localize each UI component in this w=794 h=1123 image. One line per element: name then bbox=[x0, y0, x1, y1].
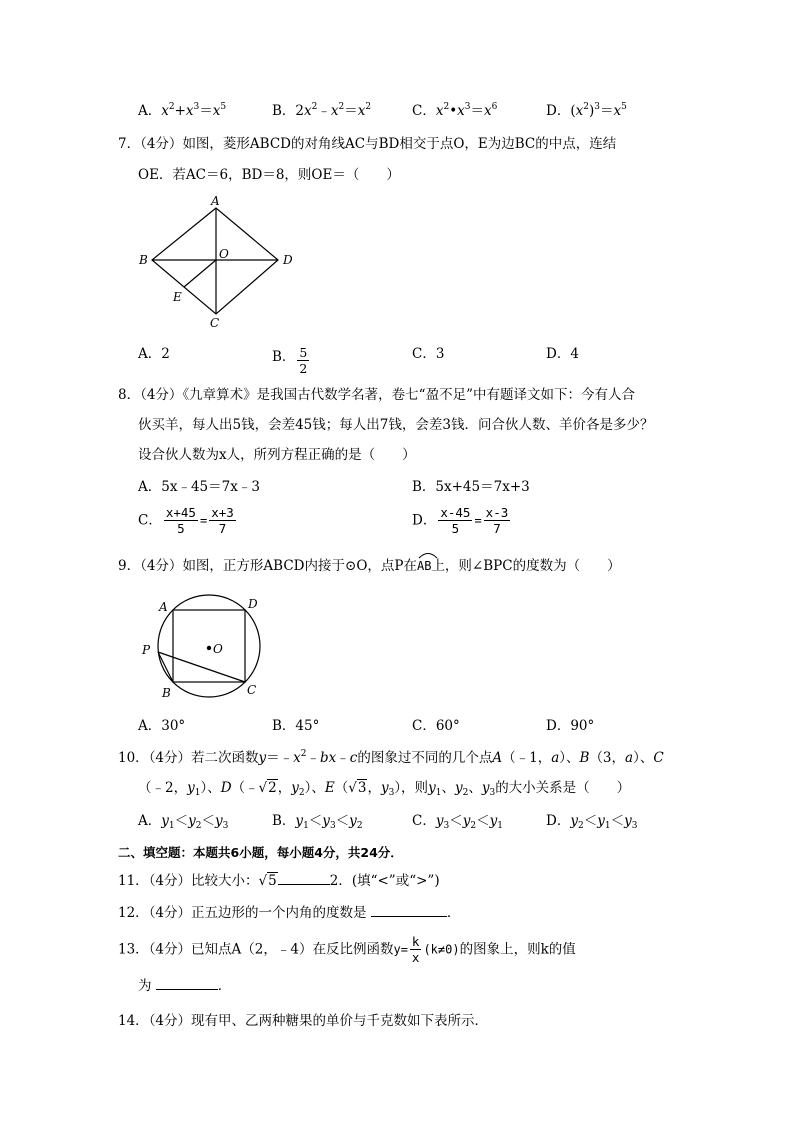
q12-answer-blank bbox=[371, 916, 447, 917]
q13-line1: 13．（4分）已知点A（2，﹣4）在反比例函数y= $\frac{k}{x}$ (k≠0)的图象上，则k的值 bbox=[118, 934, 576, 965]
q10-option-a: A．$y_1<y_2<y_3$ bbox=[138, 813, 229, 831]
q10-option-d: D．$y_2<y_1<y_3$ bbox=[546, 813, 638, 831]
q8-option-d: D． $\frac{x-45}{5}$ = $\frac{x-3}{7}$ bbox=[412, 505, 509, 536]
label-a: A bbox=[211, 194, 220, 208]
q6-option-a: A．$x^2+x^3=x^5$ bbox=[138, 102, 227, 119]
label-o: O bbox=[213, 642, 223, 656]
q10-option-c: C．$y_3<y_2<y_1$ bbox=[412, 813, 503, 831]
label-o: O bbox=[219, 247, 229, 261]
q9-circle-figure bbox=[135, 590, 275, 705]
label-b: B bbox=[139, 253, 148, 267]
q6-option-b: B．$2x^2﹣x^2=x^2$ bbox=[272, 102, 372, 119]
q10-line1: 10．（4分）若二次函数$y=﹣x^2﹣bx﹣c$的图象过不同的几个点A（﹣1，a）、B（3，a）、C bbox=[118, 749, 664, 766]
label-c: C bbox=[210, 316, 220, 330]
label-d: D bbox=[248, 597, 258, 611]
q10-option-b: B．$y_1<y_3<y_2$ bbox=[272, 813, 363, 831]
label-d: D bbox=[283, 253, 293, 267]
label-b: B bbox=[162, 686, 171, 700]
q8-option-a: A．5x﹣45＝7x﹣3 bbox=[138, 479, 260, 495]
q6-option-c: C．$x^2•x^3=x^6$ bbox=[412, 102, 498, 119]
q13-line2: 为 ． bbox=[138, 978, 232, 994]
q9-option-c: C．60° bbox=[412, 718, 460, 734]
q10-line2: （﹣2，$y_1$）、D（﹣√2，$y_2$）、E（√3，$y_3$），则$y_1$、$y_2$、$y_3$的大小关系是（ ） bbox=[138, 780, 631, 798]
q7-line1: 7．（4分）如图，菱形ABCD的对角线AC与BD相交于点O，E为边BC的中点，连结 bbox=[118, 136, 617, 152]
q7-option-b: B． $\frac{5}{2}$ bbox=[272, 345, 308, 376]
arc-icon bbox=[417, 551, 439, 559]
q7-option-c: C．3 bbox=[412, 346, 445, 362]
q8-line2: 伙买羊，每人出5钱，会差45钱；每人出7钱，会差3钱．问合伙人数、羊价各是多少？ bbox=[138, 417, 654, 433]
q9-option-a: A．30° bbox=[138, 718, 186, 734]
q8-option-c: C． $\frac{x+45}{5}$ = $\frac{x+3}{7}$ bbox=[138, 505, 234, 536]
q7-rhombus-figure bbox=[130, 192, 310, 332]
segment-oe bbox=[184, 260, 216, 287]
q11-line: 11．（4分）比较大小：√5 2．(填“<”或“>”) bbox=[118, 873, 440, 889]
q8-option-b: B．5x+45＝7x+3 bbox=[412, 479, 530, 495]
label-a: A bbox=[159, 600, 168, 614]
q12-line: 12．（4分）正五边形的一个内角的度数是 ． bbox=[118, 905, 461, 921]
center-dot bbox=[207, 646, 211, 650]
q6-option-d: D．$(x^2)^3=x^5$ bbox=[546, 102, 627, 119]
q9-line1: 9．（4分）如图，正方形ABCD内接于⊙O，点P在 AB上，则∠BPC的度数为（ ） bbox=[118, 557, 621, 575]
arc-ab-notation: AB bbox=[417, 557, 431, 575]
q13-answer-blank bbox=[156, 989, 218, 990]
q9-option-b: B．45° bbox=[272, 718, 320, 734]
label-e: E bbox=[173, 290, 182, 304]
q9-option-d: D．90° bbox=[546, 718, 595, 734]
q7-option-a: A．2 bbox=[138, 346, 170, 362]
label-p: P bbox=[142, 643, 151, 657]
q8-line3: 设合伙人数为x人，所列方程正确的是（ ） bbox=[138, 447, 416, 463]
label-c: C bbox=[247, 683, 257, 697]
q8-line1: 8．（4分）《九章算术》是我国古代数学名著，卷七“盈不足”中有题译文如下：今有人合 bbox=[118, 387, 635, 403]
q11-answer-blank bbox=[278, 884, 330, 885]
q7-option-d: D．4 bbox=[546, 346, 579, 362]
q14-line: 14．（4分）现有甲、乙两种糖果的单价与千克数如下表所示． bbox=[118, 1013, 489, 1029]
q7-line2: OE．若AC＝6，BD＝8，则OE＝（ ） bbox=[138, 167, 400, 183]
section-heading: 二、填空题：本题共6小题，每小题4分，共24分． bbox=[118, 845, 403, 860]
